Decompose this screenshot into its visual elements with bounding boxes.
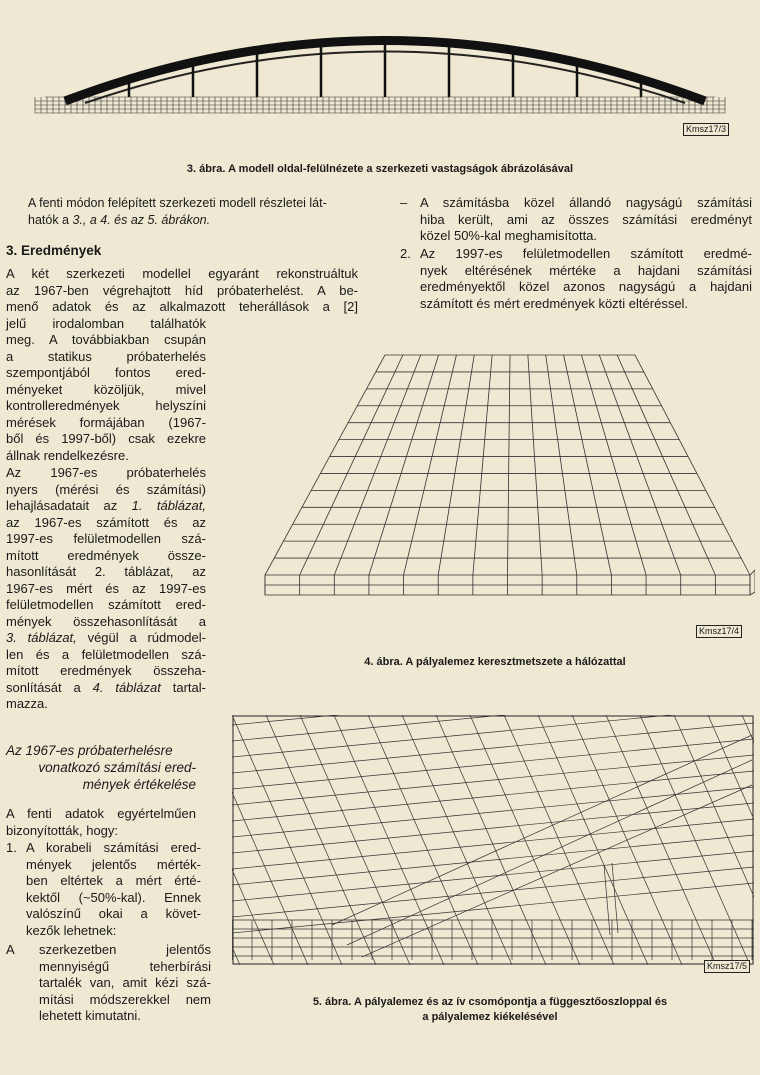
item1-line: kezők lehetnek: — [26, 922, 117, 938]
p1-line: A két szerkezeti modellel egyaránt rekonstruáltuk — [6, 266, 358, 281]
figure-5-caption-line-2: a pályalemez kiékelésével — [422, 1011, 558, 1023]
p2-line: felületmodellen számított ered- — [6, 597, 206, 612]
item2-line: nyek eltérésének mértéke a hajdani számítási — [420, 262, 752, 278]
p2-line: Az 1967-es próbaterhelés — [6, 465, 206, 480]
figure-5-caption — [240, 995, 740, 1025]
dashItem-line: közel 50%-kal meghamisította. — [420, 228, 598, 243]
figure-5-tag: Kmsz17/5 — [704, 960, 750, 973]
p2-line: lehajlásadatait az 1. táblázat, — [6, 498, 206, 513]
itemA-line: mítási módszerekkel nem — [39, 991, 211, 1007]
subheading-line: Az 1967-es próbaterhelésre — [6, 743, 173, 758]
figure-3-bridge-side-view — [25, 5, 737, 134]
p1-line: ből és 1997-ből) csak ezekre — [6, 431, 206, 446]
item1-line: ben eltértek a mért érté- — [26, 873, 201, 888]
results-paragraph-2 — [6, 465, 206, 713]
p2-line: mított eredmények össze- — [6, 547, 206, 563]
item1-line: mények jelentős mérték- — [26, 856, 201, 872]
p1-line: kontrolleredmények helyszíni — [6, 398, 206, 413]
itemA-line: mennyiségű teherbírási — [39, 958, 211, 974]
joint-mesh-drawing — [232, 715, 754, 965]
list-item-2-text — [420, 246, 752, 312]
p1-line: mérések formájában (1967- — [6, 414, 206, 430]
p1-line: ményeket közöljük, mivel — [6, 381, 206, 397]
list-item-1 — [6, 840, 201, 940]
intro-figure-refs: 3., a 4. és az 5. ábrákon. — [72, 213, 211, 227]
p1-line: jelű irodalomban találhatók — [6, 315, 206, 331]
figure-3-caption: 3. ábra. A modell oldal-felülnézete a szerkezeti vastagságok ábrázolásával — [186, 163, 574, 175]
item2-line: számított és mért eredmények közti eltéréssel. — [420, 295, 689, 311]
p2-line: nyers (mérési és számítási) — [6, 481, 206, 497]
p2-line: 3. táblázat, végül a rúdmodel- — [6, 630, 206, 645]
list-item-dash-mark: – — [400, 195, 408, 210]
item1-line: A korabeli számítási ered- — [26, 840, 201, 855]
list-item-1-number: 1. — [6, 840, 17, 855]
item1-line: kektől (~50%-kal). Ennek — [26, 889, 201, 905]
p1-line: szempontjából fontos ered- — [6, 365, 206, 380]
item2-line: Az 1997-es felületmodellen számított eredmé- — [420, 246, 752, 261]
p1-line: az 1967-ben végrehajtott híd próbaterhelést. A be- — [6, 282, 358, 298]
subheading-line: mények értékelése — [82, 777, 196, 792]
item1-line: valószínű okai a követ- — [26, 906, 201, 921]
itemA-line: szerkezetben jelentős — [39, 942, 211, 957]
p3-line: A fenti adatok egyértelműen — [6, 806, 196, 821]
subheading-line: vonatkozó számítási ered- — [38, 760, 196, 775]
list-item-a — [6, 942, 211, 1032]
p2-line: mazza. — [6, 696, 48, 711]
dashItem-line: hiba került, ami az összes számítási eredményt — [420, 211, 752, 227]
p2-line: sonlítását a 4. táblázat tartal- — [6, 679, 206, 695]
p2-line: mények összehasonlítását a — [6, 613, 206, 629]
intro-line-2-text: hatók a — [28, 213, 73, 227]
p1-line: állnak rendelkezésre. — [6, 447, 129, 463]
intro-paragraph — [28, 195, 388, 229]
p2-line: az 1967-es számított és az — [6, 514, 206, 530]
list-item-1-text — [26, 840, 201, 939]
p2-line: mított eredmények összeha- — [6, 663, 206, 678]
list-item-a-letter: A — [6, 942, 15, 957]
figure-4-deck-cross-section — [210, 330, 755, 640]
bridge-drawing — [25, 5, 737, 125]
intro-line-2 — [28, 212, 388, 229]
figure-4-tag: Kmsz17/4 — [696, 625, 742, 638]
intro-line-1: A fenti módon felépített szerkezeti modell részletei lát- — [28, 196, 327, 210]
figure-5-caption-line-1: 5. ábra. A pályalemez és az ív csomópontja a függesztőoszloppal és — [312, 996, 668, 1008]
evaluation-subheading — [6, 742, 196, 793]
list-item-a-text — [39, 942, 211, 1025]
p1-line: meg. A továbbiakban csupán — [6, 332, 206, 347]
deck-mesh-drawing — [210, 330, 755, 640]
figure-4-caption: 4. ábra. A pályalemez keresztmetszete a hálózattal — [364, 656, 626, 668]
itemA-line: tartalék van, amit kézi szá- — [39, 975, 211, 990]
p2-line: len és a felületmodellen szá- — [6, 646, 206, 662]
itemA-line: lehetett kimutatni. — [39, 1008, 141, 1023]
p2-line: hasonlítását 2. táblázat, az — [6, 564, 206, 579]
list-item-dash — [400, 195, 752, 247]
p3-line: bizonyították, hogy: — [6, 822, 119, 838]
item2-line: eredményektől közel azonos nagyságú a hajdani — [420, 279, 752, 294]
p1-line: a statikus próbaterhelés — [6, 348, 206, 364]
figure-5-arch-deck-joint — [232, 715, 754, 975]
list-item-2-number: 2. — [400, 246, 411, 261]
list-item-dash-text — [420, 195, 752, 245]
p2-line: 1967-es mért és az 1997-es — [6, 580, 206, 596]
dashItem-line: A számításba közel állandó nagyságú számítási — [420, 195, 752, 210]
p2-line: 1997-es felületmodellen szá- — [6, 531, 206, 546]
section-heading: 3. Eredmények — [6, 243, 102, 258]
list-item-2 — [400, 246, 752, 316]
p1-line: menő adatok és az alkalmazott teherállások a [2] — [6, 299, 358, 314]
figure-3-tag: Kmsz17/3 — [683, 123, 729, 136]
evaluation-paragraph — [6, 806, 196, 839]
